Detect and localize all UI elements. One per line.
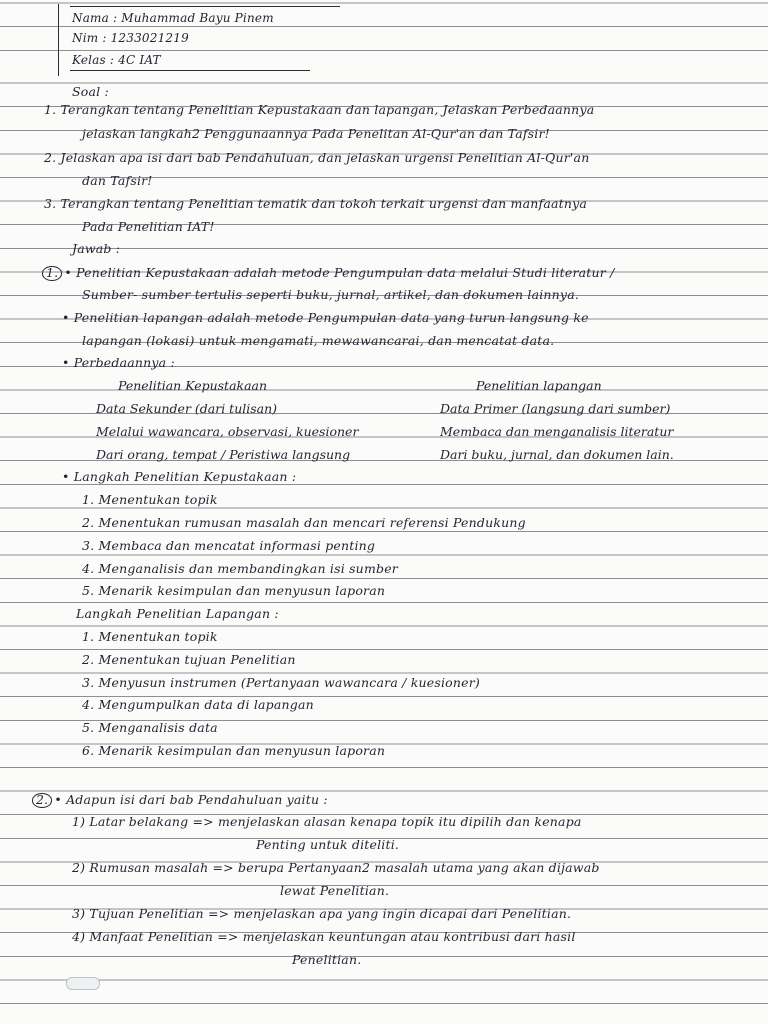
- answer-2-item-4: 4) Manfaat Penelitian => menjelaskan keuntungan atau kontribusi dari hasil: [72, 929, 576, 944]
- jawab-label: Jawab :: [72, 241, 121, 256]
- step-kep-1: 1. Menentukan topik: [82, 492, 218, 507]
- answer-1-number: 1.: [42, 266, 62, 281]
- step-kep-2: 2. Menentukan rumusan masalah dan mencari referensi Pendukung: [82, 515, 526, 530]
- answer-1-line-1-text: • Penelitian Kepustakaan adalah metode Pengumpulan data melalui Studi literatur /: [64, 265, 615, 280]
- step-lap-2: 2. Menentukan tujuan Penelitian: [82, 652, 296, 667]
- step-lap-5: 5. Menganalisis data: [82, 720, 218, 735]
- answer-2-item-1-cont: Penting untuk diteliti.: [256, 837, 400, 852]
- question-2-line-2: dan Tafsir!: [82, 173, 153, 188]
- step-kep-5: 5. Menarik kesimpulan dan menyusun laporan: [82, 583, 386, 598]
- student-nim: Nim : 1233021219: [72, 31, 189, 45]
- answer-1-line-1: [42, 266, 615, 281]
- answer-1-line-5: • Perbedaannya :: [62, 355, 175, 370]
- answer-2-item-4-cont: Penelitian.: [292, 952, 362, 967]
- question-2-line-1: 2. Jelaskan apa isi dari bab Pendahuluan, dan jelaskan urgensi Penelitian Al-Qur'an: [44, 150, 590, 165]
- steps-kepustakaan-title: • Langkah Penelitian Kepustakaan :: [62, 469, 297, 484]
- header-bottom-border: [70, 70, 310, 71]
- answer-1-line-2: Sumber- sumber tertulis seperti buku, jurnal, artikel, dan dokumen lainnya.: [82, 287, 580, 302]
- question-1-line-2: jelaskan langkah2 Penggunaannya Pada Penelitan Al-Qur'an dan Tafsir!: [82, 126, 550, 141]
- table-col2-head: Penelitian lapangan: [476, 378, 602, 393]
- question-3-line-2: Pada Penelitian IAT!: [82, 219, 215, 234]
- page-number-tag: [66, 977, 100, 990]
- step-lap-1: 1. Menentukan topik: [82, 629, 218, 644]
- step-kep-4: 4. Menganalisis dan membandingkan isi sumber: [82, 561, 398, 576]
- answer-1-line-3: • Penelitian lapangan adalah metode Pengumpulan data yang turun langsung ke: [62, 310, 589, 325]
- answer-2-item-1: 1) Latar belakang => menjelaskan alasan kenapa topik itu dipilih dan kenapa: [72, 814, 582, 829]
- table-r3c1: Dari orang, tempat / Peristiwa langsung: [96, 447, 351, 462]
- step-kep-3: 3. Membaca dan mencatat informasi penting: [82, 538, 376, 553]
- table-col1-head: Penelitian Kepustakaan: [118, 378, 268, 393]
- step-lap-3: 3. Menyusun instrumen (Pertanyaan wawancara / kuesioner): [82, 675, 481, 690]
- student-class: Kelas : 4C IAT: [72, 53, 161, 67]
- step-lap-4: 4. Mengumpulkan data di lapangan: [82, 697, 314, 712]
- question-1-line-1: 1. Terangkan tentang Penelitian Kepustakaan dan lapangan, Jelaskan Perbedaannya: [44, 102, 595, 117]
- student-name: Nama : Muhammad Bayu Pinem: [72, 11, 274, 25]
- table-r1c2: Data Primer (langsung dari sumber): [440, 401, 671, 416]
- steps-lapangan-title: Langkah Penelitian Lapangan :: [76, 606, 279, 621]
- answer-2-number: 2.: [32, 793, 52, 808]
- answer-2-item-2: 2) Rumusan masalah => berupa Pertanyaan2 masalah utama yang akan dijawab: [72, 860, 600, 875]
- answer-2-item-3: 3) Tujuan Penelitian => menjelaskan apa yang ingin dicapai dari Penelitian.: [72, 906, 572, 921]
- answer-2-intro: [32, 793, 328, 808]
- table-r2c2: Membaca dan menganalisis literatur: [440, 424, 674, 439]
- answer-2-intro-text: • Adapun isi dari bab Pendahuluan yaitu :: [54, 792, 328, 807]
- answer-2-item-2-cont: lewat Penelitian.: [280, 883, 390, 898]
- header-top-border: [70, 6, 340, 7]
- step-lap-6: 6. Menarik kesimpulan dan menyusun laporan: [82, 743, 386, 758]
- table-r3c2: Dari buku, jurnal, dan dokumen lain.: [440, 447, 674, 462]
- answer-1-line-4: lapangan (lokasi) untuk mengamati, mewawancarai, dan mencatat data.: [82, 333, 555, 348]
- table-r2c1: Melalui wawancara, observasi, kuesioner: [96, 424, 359, 439]
- table-r1c1: Data Sekunder (dari tulisan): [96, 401, 278, 416]
- soal-label: Soal :: [72, 84, 109, 99]
- question-3-line-1: 3. Terangkan tentang Penelitian tematik dan tokoh terkait urgensi dan manfaatnya: [44, 196, 588, 211]
